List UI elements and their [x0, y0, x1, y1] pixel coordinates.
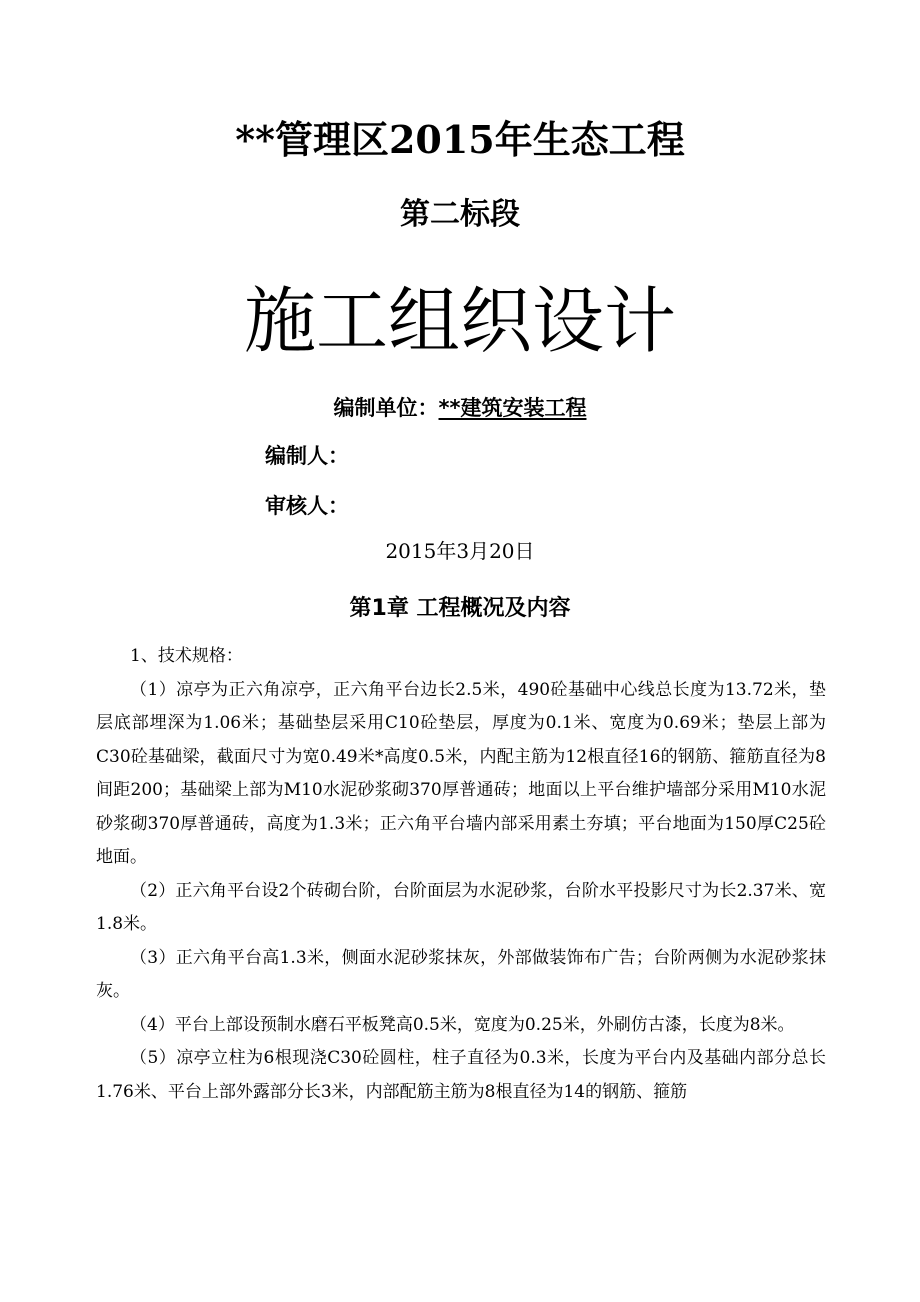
document-body: [96, 640, 826, 1109]
section-title: 1、技术规格：: [130, 646, 243, 666]
document-main-title: 施工组织设计: [243, 279, 676, 363]
paragraph-2: （2）正六角平台设2个砖砌台阶，台阶面层为水泥砂浆，台阶水平投影尺寸为长2.37米、宽1.8米。: [96, 880, 826, 934]
document-subtitle: 第二标段: [400, 197, 520, 232]
paragraph-5: （5）凉亭立柱为6根现浇C30砼圆柱，柱子直径为0.3米，长度为平台内及基础内部分总长1.76米、平台上部外露部分长3米，内部配筋主筋为8根直径为14的钢筋、箍筋: [96, 1048, 826, 1102]
paragraph-4: （4）平台上部设预制水磨石平板凳高0.5米，宽度为0.25米，外刷仿古漆，长度为8米。: [130, 1014, 795, 1035]
chapter-heading: 第1章 工程概况及内容: [349, 596, 571, 621]
compiling-unit-value: **建筑安装工程: [438, 396, 587, 420]
compiling-unit-label: 编制单位：: [333, 396, 439, 420]
document-date: 2015年3月20日: [385, 539, 535, 563]
reviewer-label: 审核人：: [265, 494, 349, 518]
compiling-unit-line: [0, 392, 920, 424]
paragraph-3: （3）正六角平台高1.3米，侧面水泥砂浆抹灰，外部做装饰布广告；台阶两侧为水泥砂浆抹灰。: [96, 947, 826, 1001]
document-title: **管理区2015年生态工程: [235, 117, 685, 162]
editor-label: 编制人：: [265, 444, 349, 468]
paragraph-1: （1）凉亭为正六角凉亭，正六角平台边长2.5米，490砼基础中心线总长度为13.72米，垫层底部埋深为1.06米；基础垫层采用C10砼垫层，厚度为0.1米、宽度为0.69米；垫层上部为C30砼基础梁，截面尺寸为宽0.49米*高度0.5米，内配主筋为12根直径16的钢筋、箍筋直径为8间距200；基础梁上部为M10水泥砂浆砌370厚普通砖；地面以上平台维护墙部分采用M10水泥砂浆砌370厚普通砖，高度为1.3米；正六角平台墙内部采用素土夯填；平台地面为150厚C25砼地面。: [96, 679, 826, 867]
